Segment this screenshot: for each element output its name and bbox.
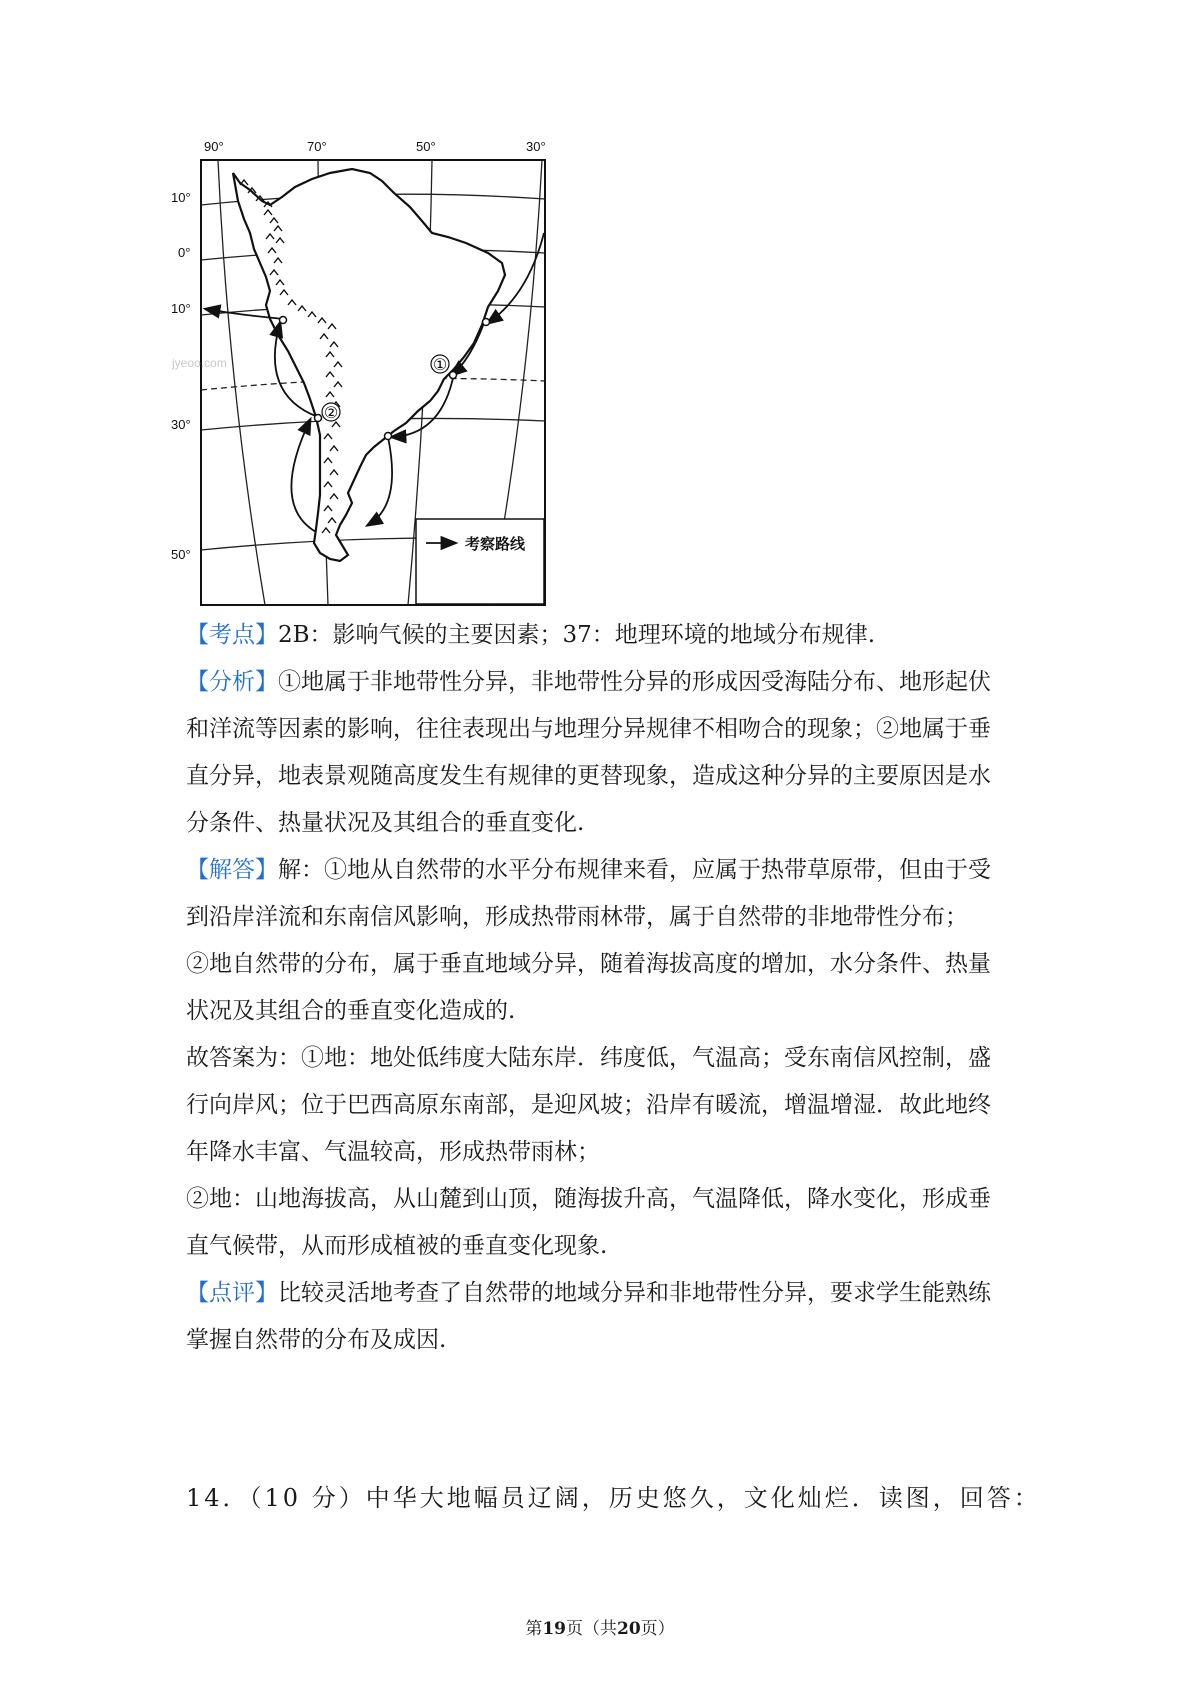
section-kaodian <box>186 612 1038 659</box>
fenxi-line-2: 和洋流等因素的影响，往往表现出与地理分异规律不相吻合的现象；②地属于垂 <box>186 716 991 742</box>
jieda-line-1: 【解答】解：①地从自然带的水平分布规律来看，应属于热带草原带，但由于受 <box>186 857 991 883</box>
marker-1: ① <box>432 355 448 374</box>
lat-label-10n: 10° <box>171 190 191 205</box>
section-dianping <box>186 1270 1038 1364</box>
lon-label-90: 90° <box>204 139 224 154</box>
lon-label-50: 50° <box>416 139 436 154</box>
jieda-tag: 【解答】 <box>186 857 278 883</box>
legend-box <box>416 519 544 604</box>
jieda-line-6: 行向岸风；位于巴西高原东南部，是迎风坡；沿岸有暖流，增温增湿．故此地终 <box>186 1092 991 1118</box>
legend-label: 考察路线 <box>465 535 526 553</box>
section-jieda <box>186 847 1038 1270</box>
dianping-line-1: 【点评】比较灵活地考查了自然带的地域分异和非地带性分异，要求学生能熟练 <box>186 1280 991 1306</box>
jieda-line-4: 状况及其组合的垂直变化造成的. <box>186 998 516 1024</box>
lat-label-30s: 30° <box>171 417 191 432</box>
fenxi-line-4: 分条件、热量状况及其组合的垂直变化. <box>186 810 585 836</box>
kaodian-line: 【考点】2B：影响气候的主要因素；37：地理环境的地域分布规律. <box>186 622 876 648</box>
watermark: jyeoo.com <box>172 356 227 370</box>
lon-label-30: 30° <box>526 139 546 154</box>
lat-label-10s: 10° <box>171 301 191 316</box>
kaodian-tag: 【考点】 <box>186 622 278 648</box>
current-page: 19 <box>542 1619 566 1639</box>
jieda-line-5: 故答案为：①地：地处低纬度大陆东岸．纬度低，气温高；受东南信风控制，盛 <box>186 1045 991 1071</box>
question-14: 14．（10 分）中华大地幅员辽阔，历史悠久，文化灿烂．读图，回答： <box>186 1484 1041 1512</box>
lat-label-0: 0° <box>178 245 191 260</box>
marker-2: ② <box>323 403 339 422</box>
section-fenxi <box>186 659 1038 847</box>
lon-label-70: 70° <box>307 139 327 154</box>
jieda-line-7: 年降水丰富、气温较高，形成热带雨林； <box>186 1139 600 1165</box>
south-america-map <box>170 135 610 625</box>
jieda-line-9: 直气候带，从而形成植被的垂直变化现象. <box>186 1233 608 1259</box>
lat-label-50s: 50° <box>171 547 191 562</box>
page-footer: 第19页（共20页） <box>525 1619 675 1639</box>
jieda-line-8: ②地：山地海拔高，从山麓到山顶，随海拔升高，气温降低，降水变化，形成垂 <box>186 1186 991 1212</box>
fenxi-tag: 【分析】 <box>186 669 278 695</box>
total-pages: 20 <box>617 1619 641 1639</box>
jieda-line-3: ②地自然带的分布，属于垂直地域分异，随着海拔高度的增加，水分条件、热量 <box>186 951 991 977</box>
dianping-line-2: 掌握自然带的分布及成因. <box>186 1327 447 1353</box>
fenxi-line-1: 【分析】①地属于非地带性分异，非地带性分异的形成因受海陆分布、地形起伏 <box>186 669 991 695</box>
fenxi-line-3: 直分异，地表景观随高度发生有规律的更替现象，造成这种分异的主要原因是水 <box>186 763 991 789</box>
dianping-tag: 【点评】 <box>186 1280 278 1306</box>
jieda-line-2: 到沿岸洋流和东南信风影响，形成热带雨林带，属于自然带的非地带性分布； <box>186 904 968 930</box>
